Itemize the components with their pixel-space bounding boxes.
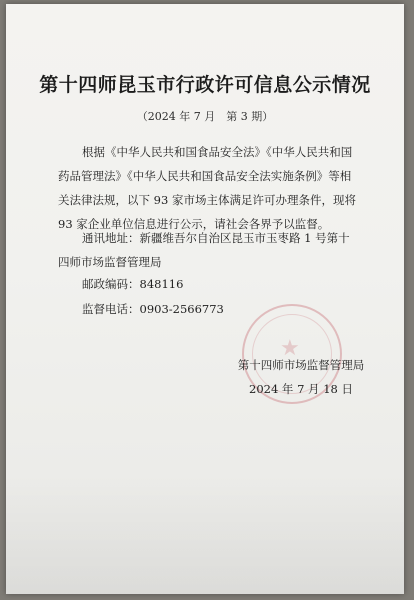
document-page	[6, 4, 404, 594]
signature-org: 第十四师市场监督管理局	[237, 358, 365, 372]
paper-shadow	[6, 474, 404, 594]
notice-paragraph: 根据《中华人民共和国食品安全法》《中华人民共和国药品管理法》《中华人民共和国食品安全法实施条例》等相关法律法规，以下 93 家市场主体满足许可办理条件，现将 93 家企业单位信息进行公示，请社会各界予以监督。	[58, 145, 356, 231]
seal-star-icon: ★	[280, 336, 300, 361]
signature-date: 2024 年 7 月 18 日	[249, 382, 353, 396]
hotline: 监督电话：0903-2566773	[82, 302, 224, 316]
postal-code: 邮政编码：848116	[82, 277, 184, 291]
issue-number: （2024 年 7 月 第 3 期）	[136, 110, 274, 123]
address-paragraph: 通讯地址：新疆维吾尔自治区昆玉市玉枣路 1 号第十四师市场监督管理局	[58, 231, 350, 269]
document-title: 第十四师昆玉市行政许可信息公示情况	[39, 74, 371, 96]
